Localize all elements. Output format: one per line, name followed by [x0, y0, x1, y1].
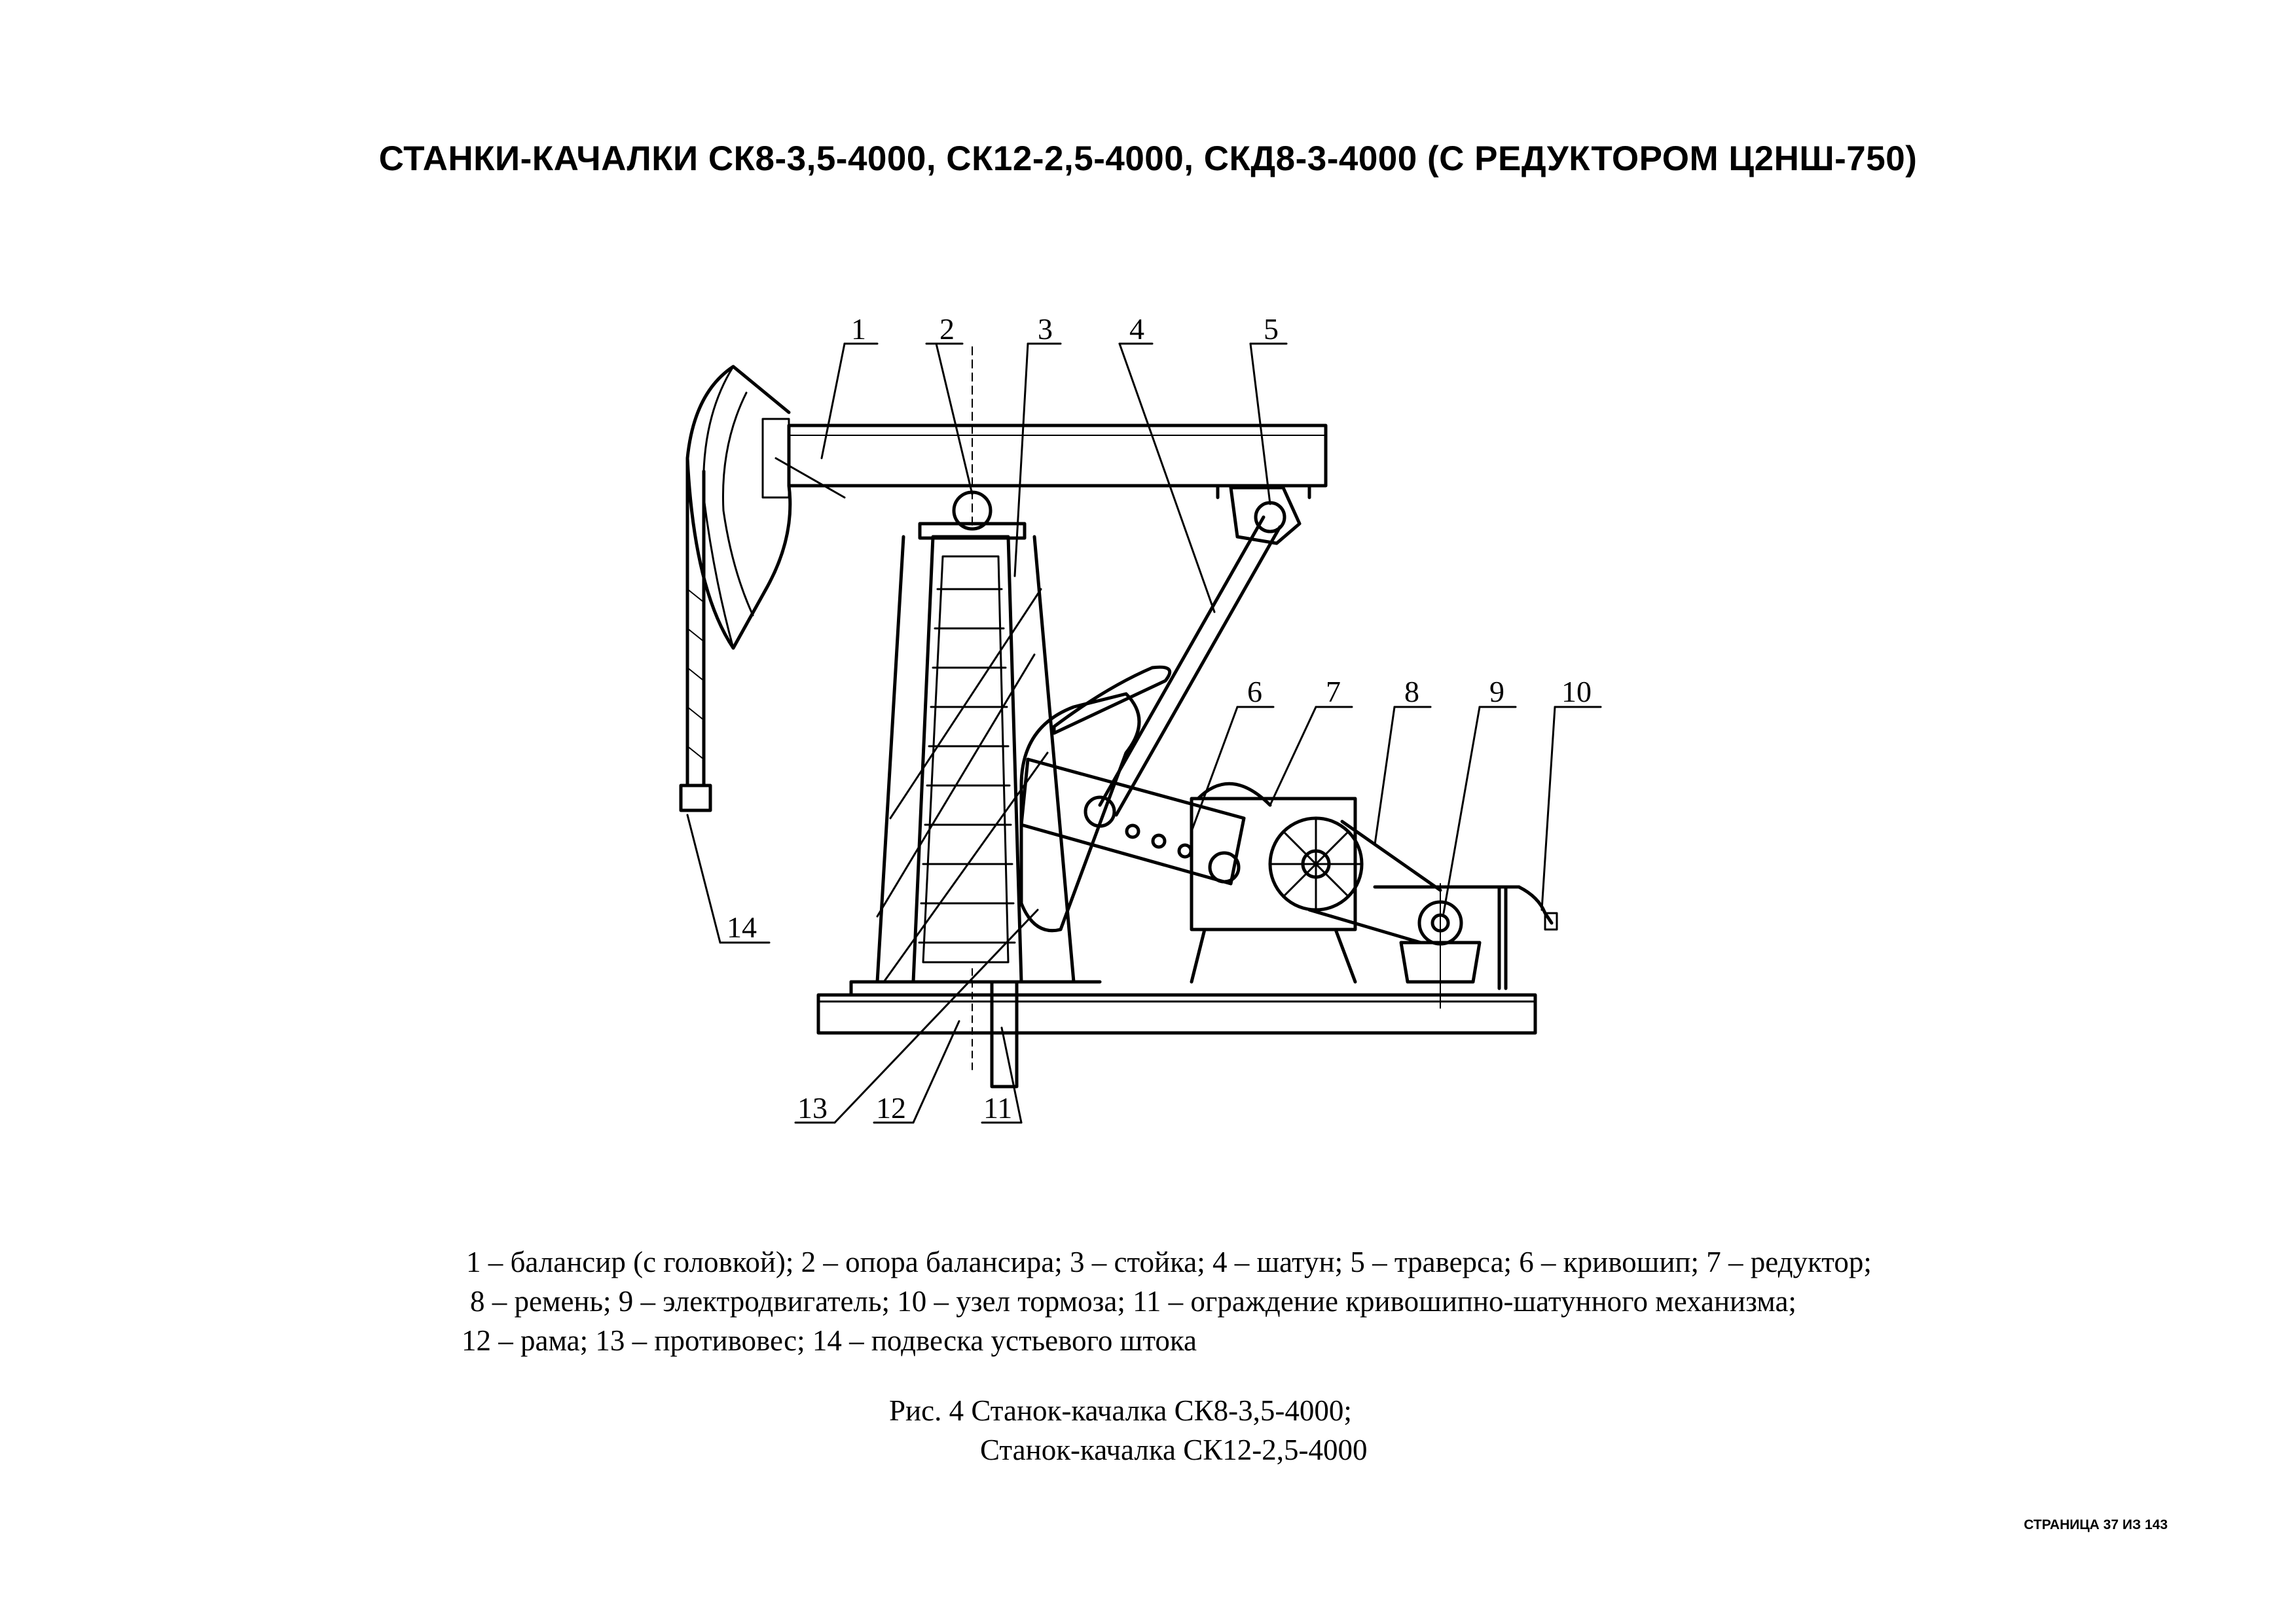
callout-4: 4 [1129, 312, 1144, 346]
callout-14: 14 [727, 911, 757, 944]
callout-6: 6 [1247, 675, 1262, 708]
callout-5: 5 [1264, 312, 1279, 346]
callout-7: 7 [1326, 675, 1341, 708]
walking-beam [687, 367, 1326, 648]
electric-motor [1401, 884, 1480, 1008]
pitman-arm [1100, 517, 1280, 815]
page-title: СТАНКИ-КАЧАЛКИ СК8-3,5-4000, СК12-2,5-4000, СКД8-3-4000 (С РЕДУКТОРОМ Ц2НШ-750) [378, 139, 1918, 178]
gear-reducer [1192, 784, 1362, 982]
legend-line-1: 1 – балансир (с головкой); 2 – опора балансира; 3 – стойка; 4 – шатун; 5 – траверса; 6 – кривошип; 7 – редуктор; [466, 1246, 1872, 1278]
figure-caption-line-1: Рис. 4 Станок-качалка СК8-3,5-4000; [889, 1394, 1352, 1427]
callout-12: 12 [876, 1091, 906, 1125]
callout-8: 8 [1404, 675, 1419, 708]
callout-2: 2 [939, 312, 955, 346]
callout-9: 9 [1489, 675, 1504, 708]
callouts [687, 344, 1601, 1123]
legend-line-3: 12 – рама; 13 – противовес; 14 – подвеска устьевого штока [462, 1324, 1197, 1357]
legend-line-2: 8 – ремень; 9 – электродвигатель; 10 – узел тормоза; 11 – ограждение кривошипно-шатунного механизма; [470, 1285, 1796, 1318]
callout-13: 13 [797, 1091, 828, 1125]
samson-post [877, 524, 1074, 982]
figure-caption-line-2: Станок-качалка СК12-2,5-4000 [980, 1434, 1368, 1466]
callout-1: 1 [851, 312, 866, 346]
base-frame [818, 982, 1535, 1033]
callout-11: 11 [983, 1091, 1013, 1125]
page-number: СТРАНИЦА 37 ИЗ 143 [2024, 1517, 2168, 1532]
callout-3: 3 [1038, 312, 1053, 346]
callout-10: 10 [1561, 675, 1592, 708]
